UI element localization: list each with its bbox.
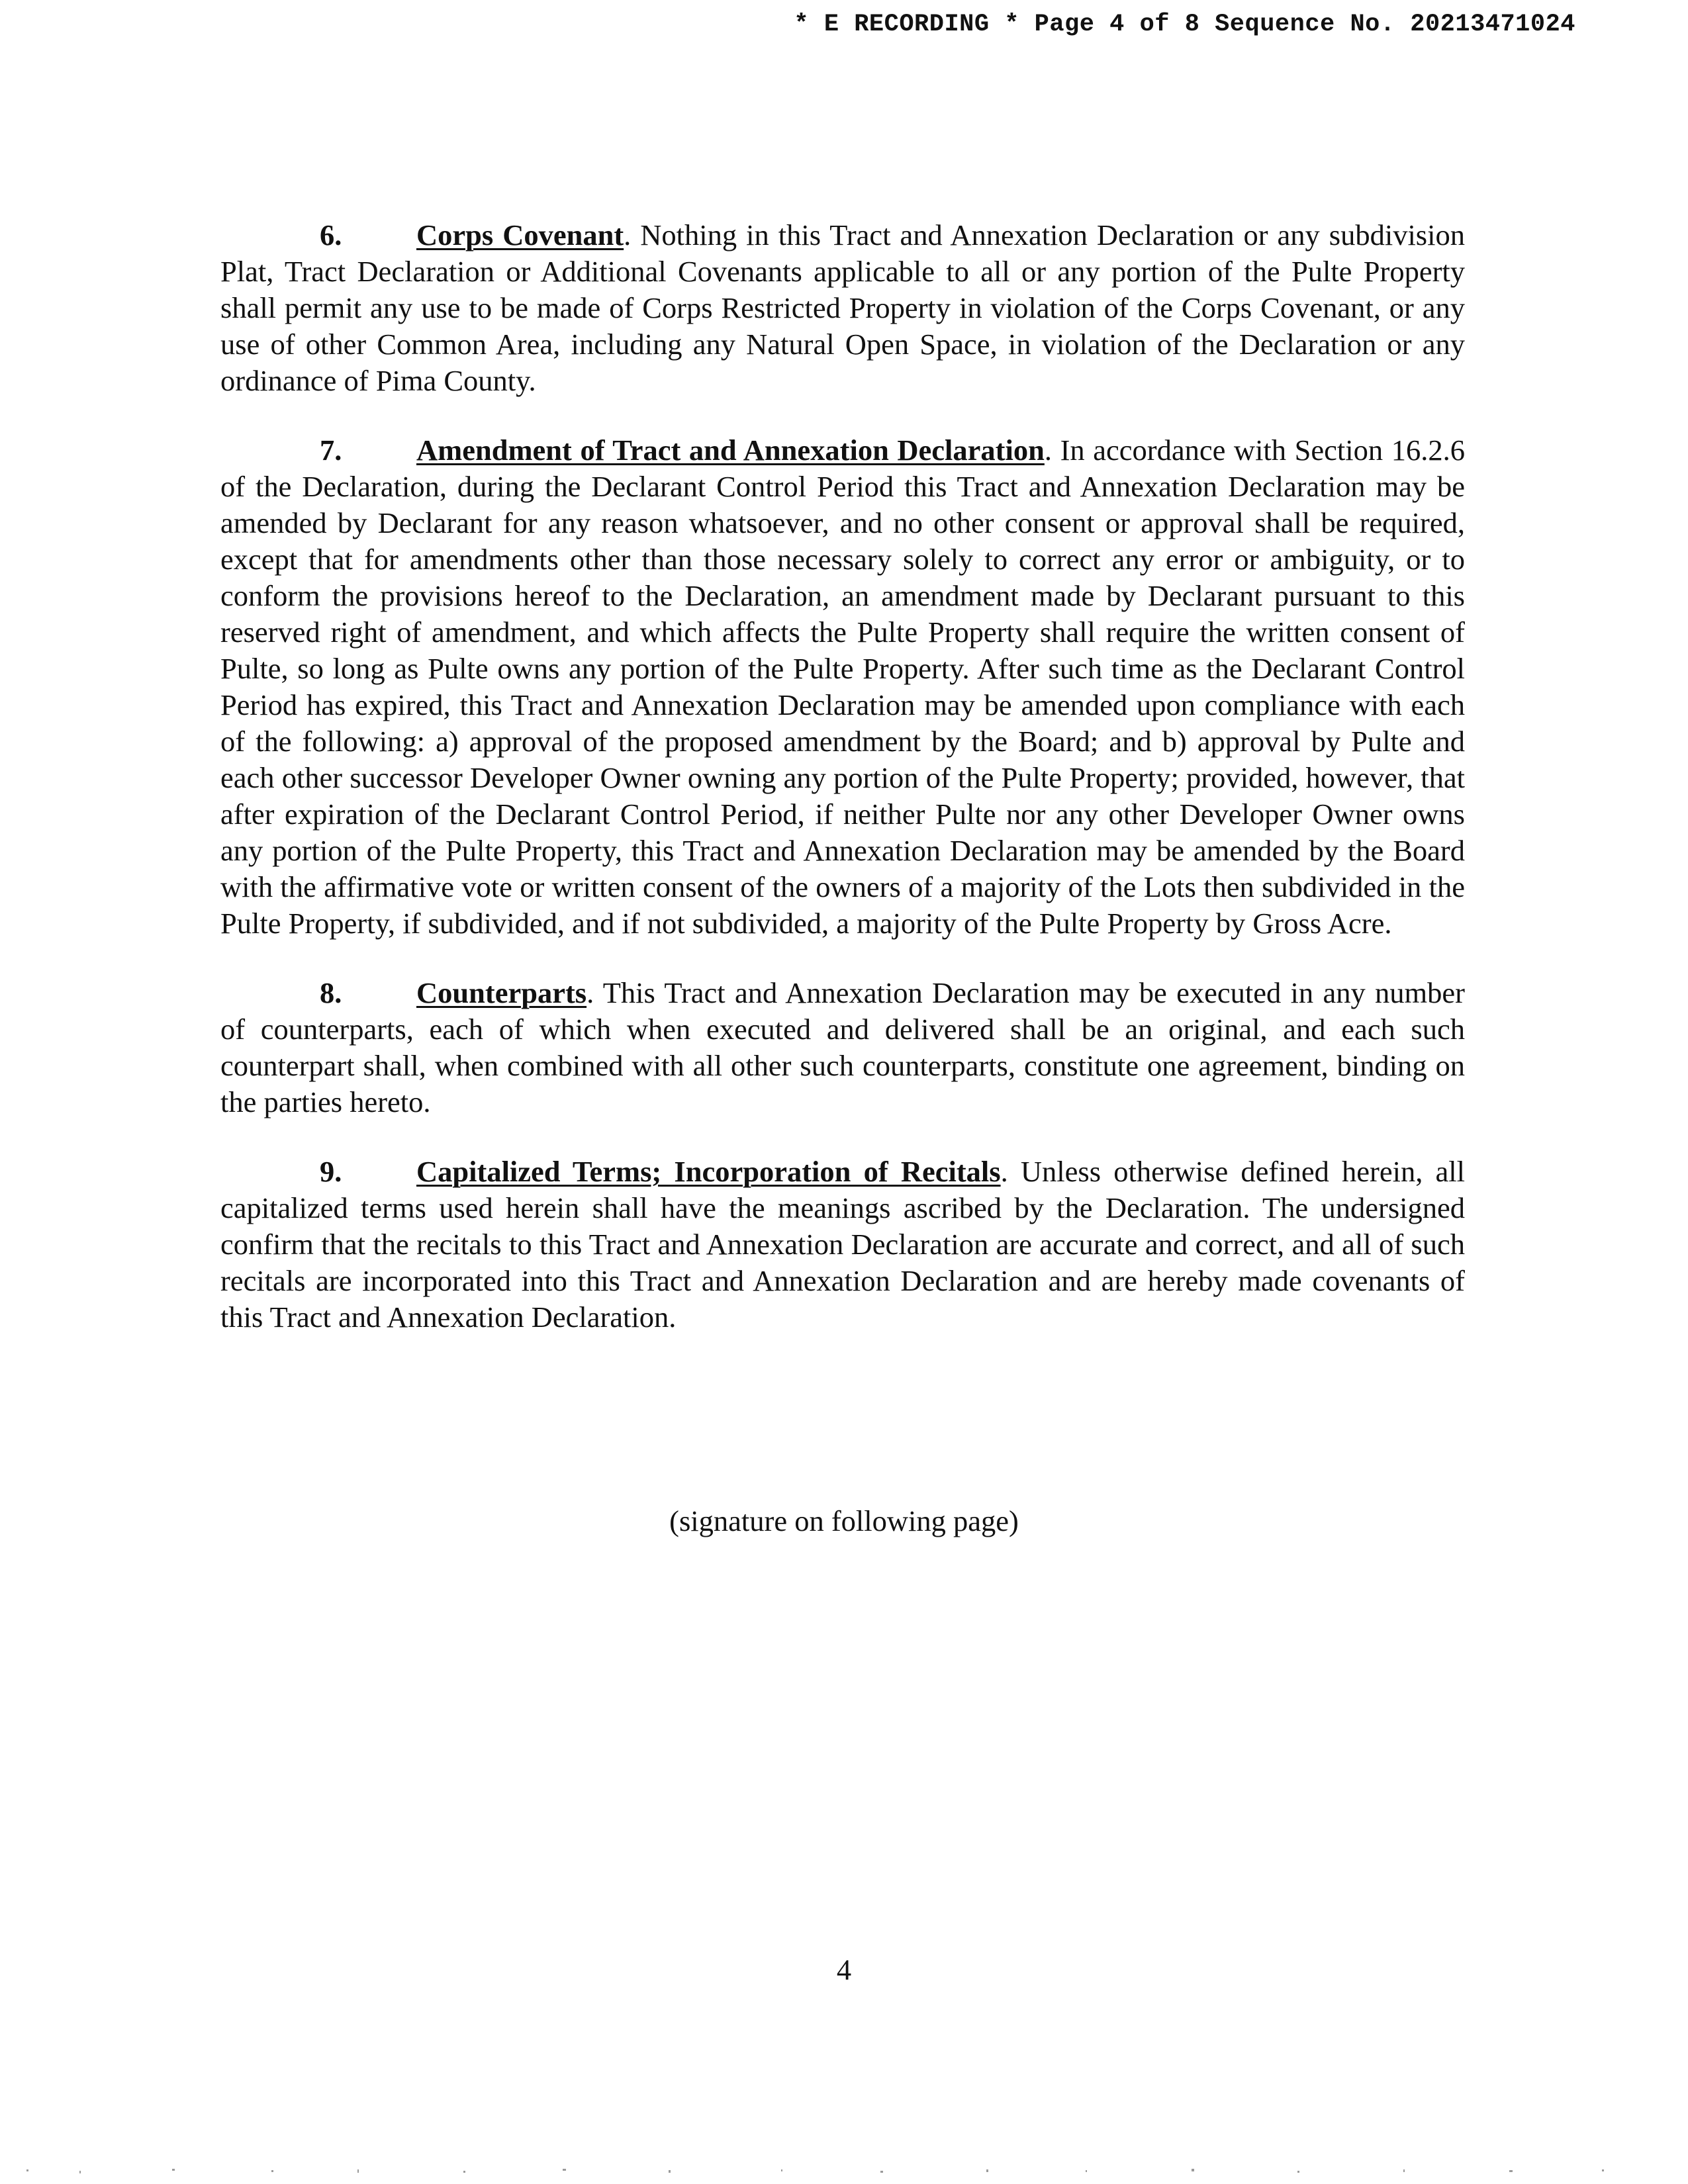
section-7 bbox=[220, 432, 1465, 942]
section-number: 8. bbox=[320, 976, 342, 1009]
section-title: Counterparts bbox=[416, 976, 587, 1009]
section-title: Capitalized Terms; Incorporation of Recitals bbox=[416, 1155, 1001, 1188]
section-text: . Nothing in this Tract and Annexation Declaration or any subdivision Plat, Tract Declaration or Additional Covenants applicable to all or any portion of the Pulte Property shall permit any use to be made of Corps Restricted Property in violation of the Corps Covenant, or any use of other Common Area, including any Natural Open Space, in violation of the Declaration or any ordinance of Pima County. bbox=[220, 218, 1465, 397]
section-text: . Unless otherwise defined herein, all capitalized terms used herein shall have the meanings ascribed by the Declaration. The undersigned confirm that the recitals to this Tract and Annexation Declaration are accurate and correct, and all of such recitals are incorporated into this Tract and Annexation Declaration and are hereby made covenants of this Tract and Annexation Declaration. bbox=[220, 1155, 1465, 1334]
section-6 bbox=[220, 217, 1465, 399]
document-body bbox=[220, 217, 1465, 1369]
section-title: Corps Covenant bbox=[416, 218, 624, 251]
section-number: 7. bbox=[320, 433, 342, 467]
recording-header: * E RECORDING * Page 4 of 8 Sequence No. 20213471024 bbox=[794, 11, 1575, 38]
page-number: 4 bbox=[836, 1953, 852, 1986]
section-9 bbox=[220, 1154, 1465, 1336]
section-number: 9. bbox=[320, 1155, 342, 1188]
scan-noise-strip bbox=[0, 2164, 1688, 2177]
section-text: . In accordance with Section 16.2.6 of the Declaration, during the Declarant Control Period this Tract and Annexation Declaration may be amended by Declarant for any reason whatsoever, and no other consent or approval shall be required, except that for amendments other than those necessary solely to correct any error or ambiguity, or to conform the provisions hereof to the Declaration, an amendment made by Declarant pursuant to this reserved right of amendment, and which affects the Pulte Property shall require the written consent of Pulte, so long as Pulte owns any portion of the Pulte Property. After such time as the Declarant Control Period has expired, this Tract and Annexation Declaration may be amended upon compliance with each of the following: a) approval of the proposed amendment by the Board; and b) approval by Pulte and each other successor Developer Owner owning any portion of the Pulte Property; provided, however, that after expiration of the Declarant Control Period, if neither Pulte nor any other Developer Owner owns any portion of the Pulte Property, this Tract and Annexation Declaration may be amended by the Board with the affirmative vote or written consent of the owners of a majority of the Lots then subdivided in the Pulte Property, if subdivided, and if not subdivided, a majority of the Pulte Property by Gross Acre. bbox=[220, 433, 1465, 940]
section-title: Amendment of Tract and Annexation Declaration bbox=[416, 433, 1045, 467]
signature-note: (signature on following page) bbox=[669, 1504, 1019, 1537]
section-8 bbox=[220, 975, 1465, 1120]
section-number: 6. bbox=[320, 218, 342, 251]
section-text: . This Tract and Annexation Declaration may be executed in any number of counterparts, each of which when executed and delivered shall be an original, and each such counterpart shall, when combined with all other such counterparts, constitute one agreement, binding on the parties hereto. bbox=[220, 976, 1465, 1118]
